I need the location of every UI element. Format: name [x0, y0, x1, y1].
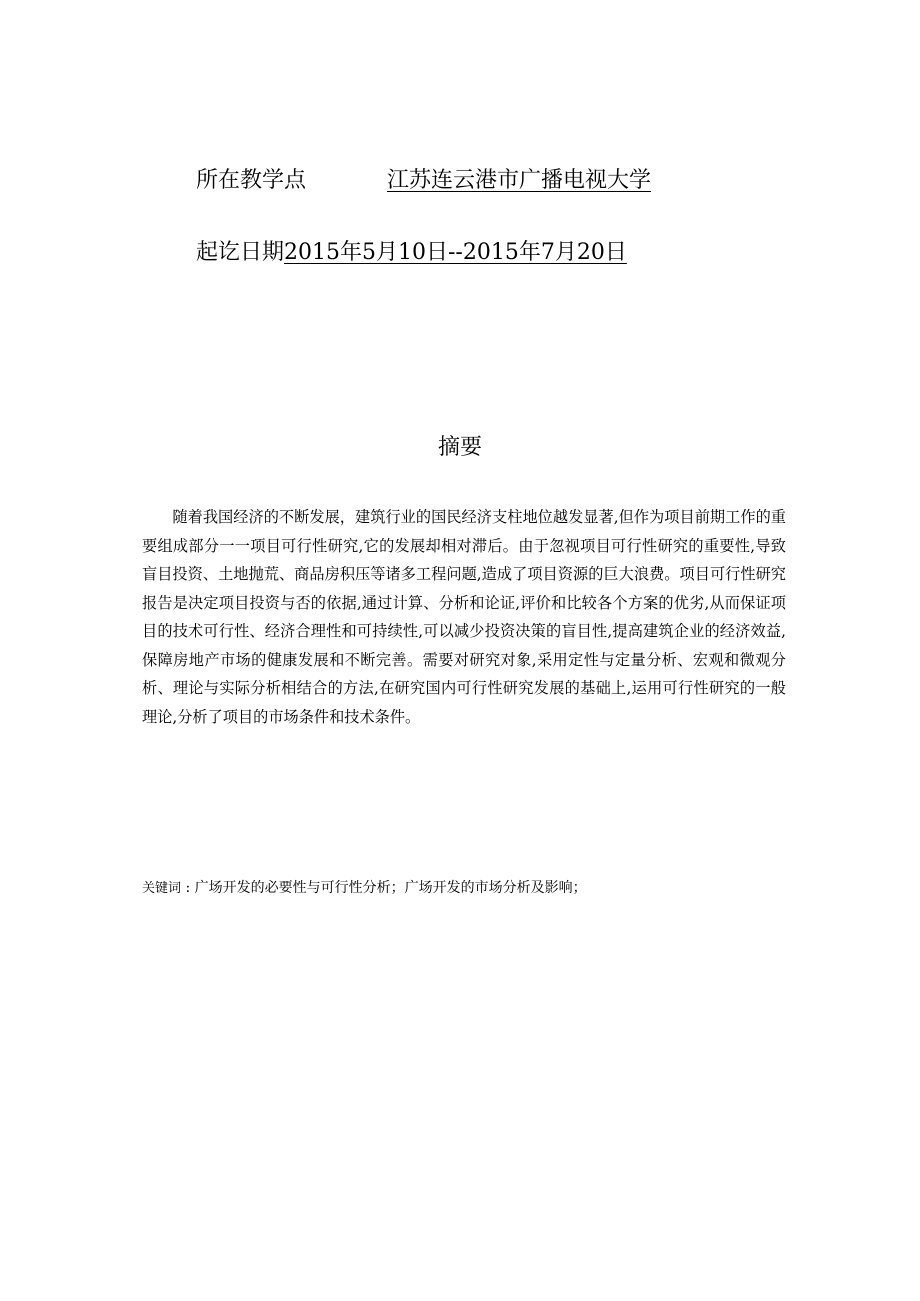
keywords-line [142, 876, 786, 901]
date-row [196, 238, 627, 268]
date-label: 起讫日期 [196, 240, 285, 265]
abstract-body: 随着我国经济的不断发展，建筑行业的国民经济支柱地位越发显著,但作为项目前期工作的重要组成部分一一项目可行性研究,它的发展却相对滞后。由于忽视项目可行性研究的重要性,导致盲目投资、土地抛荒、商品房积压等诸多工程问题,造成了项目资源的巨大浪费。项目可行性研究报告是决定项目投资与否的依据,通过计算、分析和论证,评价和比较各个方案的优劣,从而保证项目的技术可行性、经济合理性和可持续性,可以减少投资决策的盲目性,提高建筑企业的经济效益,保障房地产市场的健康发展和不断完善。需要对研究对象,采用定性与定量分析、宏观和微观分析、理论与实际分析相结合的方法,在研究国内可行性研究发展的基础上,运用可行性研究的一般理论,分析了项目的市场条件和技术条件。 [142, 508, 786, 726]
abstract-title: 摘要 [437, 435, 482, 460]
date-value: 2015年5月10日--2015年7月20日 [284, 240, 627, 265]
school-row [196, 166, 651, 196]
keywords-label: 关键词 [142, 881, 182, 896]
keywords-value: 广场开发的必要性与可行性分析；广场开发的市场分析及影响； [194, 880, 587, 896]
keywords-separator: : [181, 880, 195, 896]
school-value: 江苏连云港市广播电视大学 [387, 168, 652, 193]
school-label: 所在教学点 [196, 168, 307, 193]
